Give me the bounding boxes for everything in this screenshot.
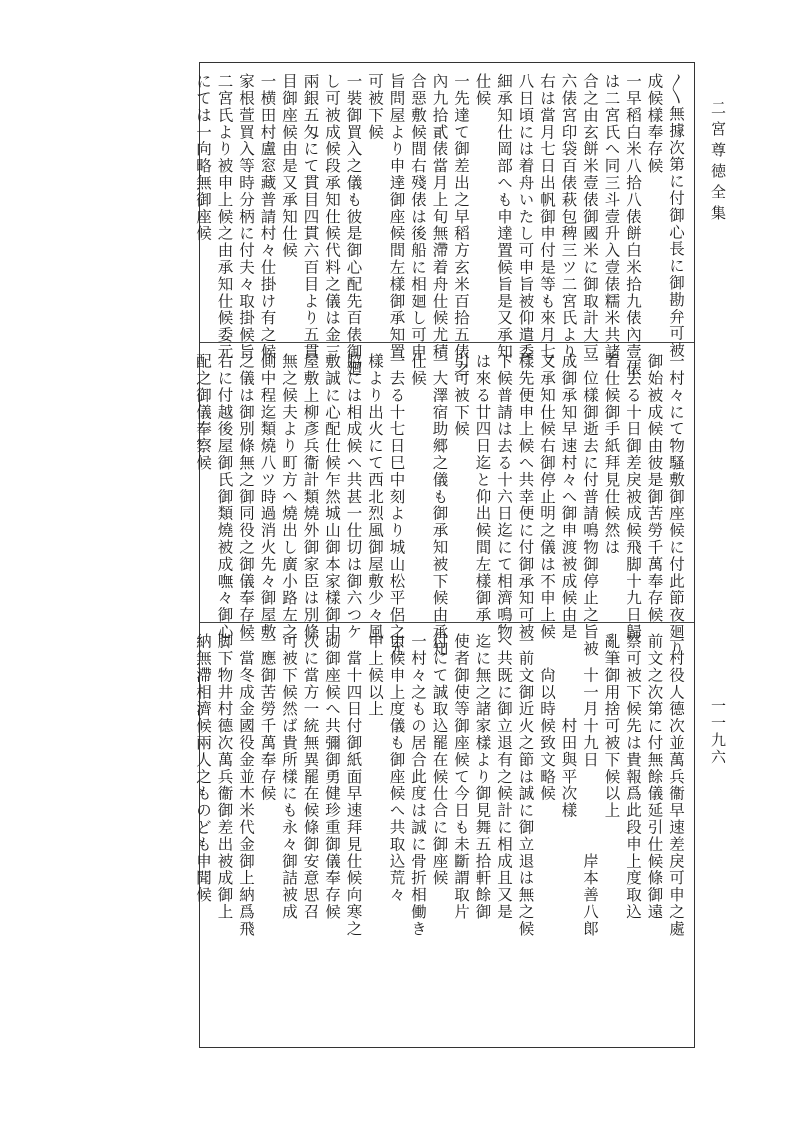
text-line: 內九拾貳俵當月上旬無滯着舟仕候尤積 [430, 73, 449, 361]
text-line: 可被下候然ば貴所樣にも永々御詰被成 [280, 633, 298, 921]
text-line: 次に當方一統無異罷在候條御安意思召 [301, 633, 320, 921]
text-line: 右に付越後屋御氏御類燒被成嘸々御心 [215, 353, 234, 641]
text-line: 仕候 [409, 353, 427, 387]
text-line: 成御承知早速村々へ御申渡被成候由是 [559, 353, 578, 641]
text-line: 尙以時候致文略候 [538, 633, 556, 802]
text-line: 脚下物井村德次萬兵衞御差出被成御上 [215, 633, 234, 921]
text-line: 樣より出火にて西北烈風御屋敷少々風 [366, 353, 384, 641]
lower-tier-text [194, 623, 686, 1047]
text-line: 八日頃には着舟いたし可申旨被仰遣委 [516, 73, 535, 361]
upper-tier [194, 63, 694, 378]
text-line: 右は當月七日出帆御申付是等も來月七 [538, 73, 556, 361]
text-line: 二宮氏より被申上候之由承知仕候委元 [215, 73, 234, 361]
text-frame [194, 62, 695, 1048]
text-line: 使者御使等御座候て今日も未斷謂取片 [452, 633, 470, 921]
text-line: 六俵宮印袋百俵萩包稗三ツ二宮氏より [559, 73, 578, 361]
text-line: 一村々にて物騷敷御座候に付此節夜廻り [667, 353, 685, 658]
text-line: 一大澤宿助郷之儀も御承知被下候由承知 [430, 353, 449, 658]
text-line: 申候申上度儀も御座候へ共取込荒々 [387, 633, 406, 904]
upper-tier-text [194, 63, 686, 378]
text-line: 成候樣奉存候 [645, 73, 664, 175]
text-line: 細承知仕岡部へも申達置候旨是又承知 [495, 73, 513, 361]
text-line: 一前文御近火之節は誠に御立退は無之候 [516, 633, 535, 938]
text-line: 目御座候由是又承知仕候 [280, 73, 298, 259]
text-line: 兩銀五匁にて貫目四貫六百目より五貫 [301, 73, 320, 361]
text-line: にては一向略無御座候 [194, 73, 212, 242]
text-line: 一應御苦勞千萬奉存候 [258, 633, 277, 802]
text-line: 仕候 [473, 73, 492, 107]
text-line: 一村役人德次並萬兵衞早速差戾可申之處 [667, 633, 685, 938]
text-line: 家根萱買入等時分柄に付夫々取掛候旨 [237, 73, 255, 361]
running-title: 二宮尊徳全集 [709, 100, 727, 226]
text-line: 〳〵無據次第に付御心長に御勘弁可被 [667, 73, 685, 359]
text-line: 付にて誠取込罷在候仕合に御座候 [430, 633, 449, 887]
text-line: 一去る十七日巳中刻より城山松平侶之允 [387, 353, 406, 658]
text-line: 又承知仕候右御停止明之儀は不申上候 [538, 353, 556, 641]
text-line: 旨問屋より申達御座候間左樣御承知置 [387, 73, 406, 361]
text-line: 砌御座候へ共彌御勇健珍重御儀奉存候 [323, 633, 341, 921]
text-line: 一去る十日御差戾被成候飛脚十九日歸 [624, 353, 642, 641]
text-line: 申上候以上 [366, 633, 384, 718]
text-line: 亂筆御用捨可被下候以上 [602, 633, 621, 819]
text-line: 察可被下候先は貴報爲此段申上度取込 [624, 633, 642, 921]
middle-tier-text [194, 343, 686, 658]
text-line: 一當冬成金國役金並木米代金御上納爲飛 [237, 633, 255, 938]
text-line: 一早稻白米八拾八俵餅白米拾九俵內壹俵 [624, 73, 642, 378]
text-line: 一位樣御逝去に付普請鳴物御停止之旨被 [581, 353, 599, 658]
text-line: 之儀は御別條無之御同役之御儀奉存候 [237, 353, 255, 641]
text-line: 合惡敷候間右殘俵は後船に相廻し可申 [409, 73, 427, 361]
text-line: 引可被下候 [452, 353, 470, 438]
text-line: 敷誠に心配仕候乍然城山御本家樣御中 [323, 353, 341, 641]
lower-tier [194, 623, 694, 1047]
text-line: 一先達て御差出之早稻方玄米百拾五俵之 [452, 73, 470, 378]
text-line: 樣先便申上候へ共幸便に付御承知可被 [516, 353, 535, 641]
text-line: は二宮氏へ同三斗壹升入壹俵糯米共諸 [602, 73, 621, 361]
text-line: 着仕候御手紙拜見仕候然は [602, 353, 621, 556]
text-line: 可被下候 [366, 73, 384, 141]
text-line: は來る廿四日迄と仰出候間左樣御承 [473, 353, 492, 624]
text-line: し可被成候段承知仕候代料之儀は金三 [323, 73, 341, 361]
text-line: 納無滯相濟候兩人之ものども申聞候 [194, 633, 212, 904]
text-line: 下候普請は去る十六日迄にて相濟鳴物 [495, 353, 513, 641]
text-line: 側中程迄類燒八ツ時過消火先々御屋敷 [258, 353, 277, 641]
text-line: 屋敷上柳彥兵衞計類燒外御家臣は別條 [301, 353, 320, 641]
text-line: 十一月十九日 岸本善八郞 [581, 633, 599, 938]
page-number: 一一九六 [709, 698, 727, 766]
text-line: 一村々之もの居合此度は誠に骨折相働き [409, 633, 427, 938]
text-line: 一横田村盧窓藏普請村々仕掛け有之候 [258, 73, 277, 361]
text-line: 一裝御買入之儀も彼是御心配先百俵御廻 [344, 73, 363, 378]
text-line: 無之候夫より町方へ燒出し廣小路左之 [280, 353, 298, 641]
text-line: 御始被成候由彼是御苦勞千萬奉存候 [645, 353, 664, 624]
text-line: 前文之次第に付無餘儀延引仕候條御遠 [645, 633, 664, 921]
text-line: 配之御儀奉察候 [194, 353, 212, 472]
middle-tier [194, 343, 694, 658]
text-line: 脇には相成候へ共甚一仕切は御六つケ [344, 353, 363, 641]
text-line: へ共既に御立退有之候計に相成且又是 [495, 633, 513, 921]
text-line: 合之由玄餅米壹俵御國米に御取計大豆 [581, 73, 599, 361]
text-line: 當十四日付御紙面早速拜見仕候向寒之 [344, 633, 363, 938]
text-line: 村田與平次樣 [559, 633, 578, 819]
text-line: 迄に無之諸家樣より御見舞五拾軒餘御 [473, 633, 492, 921]
